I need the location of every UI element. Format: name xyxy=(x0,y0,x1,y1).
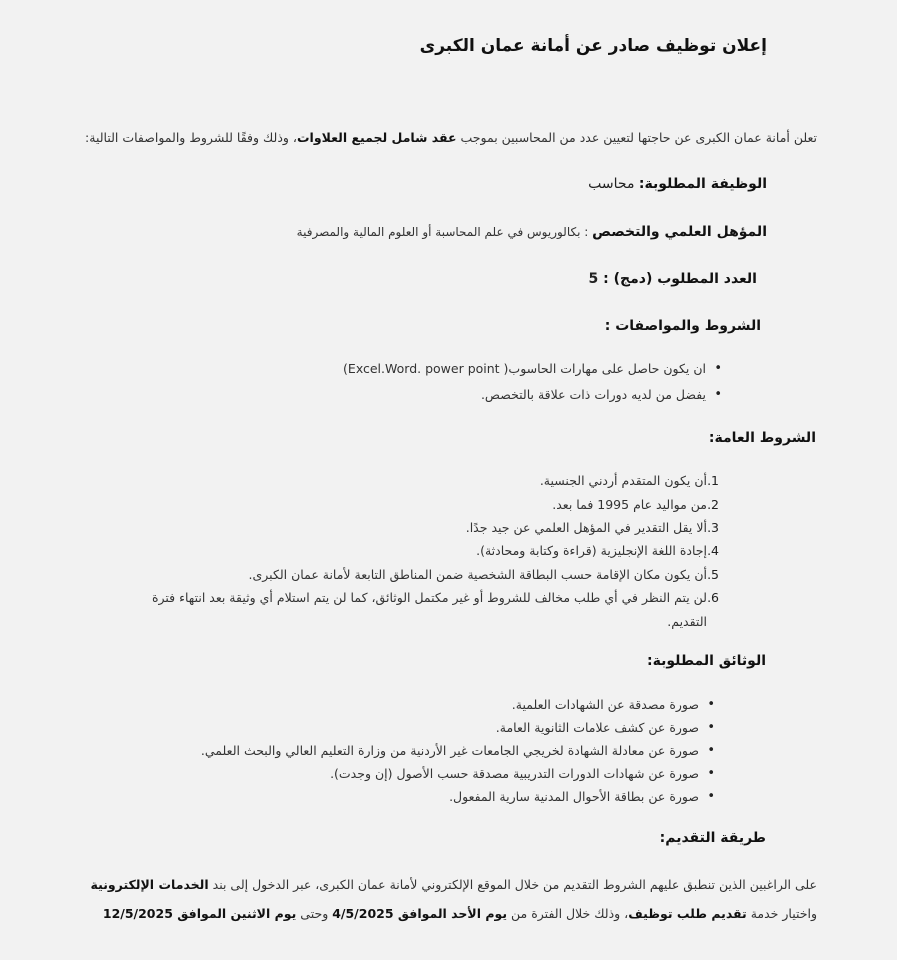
intro-contract-type: عقد شامل لجميع العلاوات xyxy=(296,130,457,145)
apply-paragraph-line-2 xyxy=(103,906,817,921)
item-number: 4. xyxy=(707,543,719,558)
count-label: العدد المطلوب (دمج) : xyxy=(603,271,757,287)
general-conditions-heading: الشروط العامة: xyxy=(708,430,816,446)
item-text: أن يكون مكان الإقامة حسب البطاقة الشخصية ضمن المناطق التابعة لأمانة عمان الكبرى. xyxy=(248,567,707,582)
job-label: الوظيفة المطلوبة: xyxy=(638,176,767,192)
apply-eservices: الخدمات الإلكترونية xyxy=(90,877,209,892)
item-number: 5. xyxy=(707,567,719,582)
list-item: • يفضل من لديه دورات ذات علاقة بالتخصص. xyxy=(481,387,706,402)
qualification-field xyxy=(297,224,767,240)
item-text: أن يكون المتقدم أردني الجنسية. xyxy=(539,473,707,488)
list-item xyxy=(151,590,719,605)
intro-text-start: تعلن أمانة عمان الكبرى عن حاجتها لتعيين عدد من المحاسبين بموجب xyxy=(456,130,817,145)
list-item: • صورة مصدقة عن الشهادات العلمية. xyxy=(512,697,699,712)
list-item xyxy=(248,567,719,582)
list-item: • صورة عن كشف علامات الثانوية العامة. xyxy=(496,720,699,735)
item-number: 2. xyxy=(707,497,719,512)
list-item: • صورة عن معادلة الشهادة لخريجي الجامعات غير الأردنية من وزارة التعليم العالي والبحث العلمي. xyxy=(201,743,699,758)
intro-paragraph xyxy=(85,130,817,145)
list-item xyxy=(539,473,719,488)
job-field xyxy=(588,176,767,192)
apply-text: على الراغبين الذين تنطبق عليهم الشروط التقديم من خلال الموقع الإلكتروني لأمانة عمان الكبرى، عبر الدخول إلى بند xyxy=(208,877,817,892)
job-value: محاسب xyxy=(588,176,639,192)
apply-start-date: يوم الأحد الموافق 4/5/2025 xyxy=(332,906,508,921)
item-number: 6. xyxy=(707,590,719,605)
list-item xyxy=(476,543,719,558)
item-text: ألا يقل التقدير في المؤهل العلمي عن جيد جدًا. xyxy=(465,520,707,535)
apply-paragraph-line-1 xyxy=(91,877,817,892)
apply-text: وحتى xyxy=(296,906,333,921)
apply-end-date: يوم الاثنين الموافق 12/5/2025 xyxy=(102,906,297,921)
qualification-value: : بكالوريوس في علم المحاسبة أو العلوم المالية والمصرفية xyxy=(296,225,593,239)
item-number: 3. xyxy=(707,520,719,535)
apply-text: واختيار خدمة xyxy=(746,906,817,921)
conditions-heading: الشروط والمواصفات : xyxy=(604,318,761,334)
list-item-continuation: التقديم. xyxy=(667,614,707,629)
item-text: لن يتم النظر في أي طلب مخالف للشروط أو غير مكتمل الوثائق، كما لن يتم استلام أي وثيقة بعد انتهاء فترة xyxy=(151,590,707,605)
list-item xyxy=(465,520,719,535)
apply-service-name: تقديم طلب توظيف xyxy=(628,906,747,921)
intro-text-end: ، وذلك وفقًا للشروط والمواصفات التالية: xyxy=(85,130,297,145)
page-title: إعلان توظيف صادر عن أمانة عمان الكبرى xyxy=(419,36,767,56)
list-item xyxy=(552,497,719,512)
documents-heading: الوثائق المطلوبة: xyxy=(646,653,766,669)
apply-text: ، وذلك خلال الفترة من xyxy=(507,906,629,921)
count-field xyxy=(589,271,757,287)
list-item: • ان يكون حاصل على مهارات الحاسوب( Excel.Word. power point) xyxy=(343,361,706,376)
apply-heading: طريقة التقديم: xyxy=(659,830,766,846)
list-item: • صورة عن بطاقة الأحوال المدنية سارية المفعول. xyxy=(449,789,699,804)
count-value: 5 xyxy=(588,271,604,287)
item-text: إجادة اللغة الإنجليزية (قراءة وكتابة ومحادثة). xyxy=(476,543,707,558)
item-number: 1. xyxy=(707,473,719,488)
item-text: من مواليد عام 1995 فما بعد. xyxy=(552,497,707,512)
qualification-label: المؤهل العلمي والتخصص xyxy=(592,224,767,240)
list-item: • صورة عن شهادات الدورات التدريبية مصدقة حسب الأصول (إن وجدت). xyxy=(330,766,699,781)
